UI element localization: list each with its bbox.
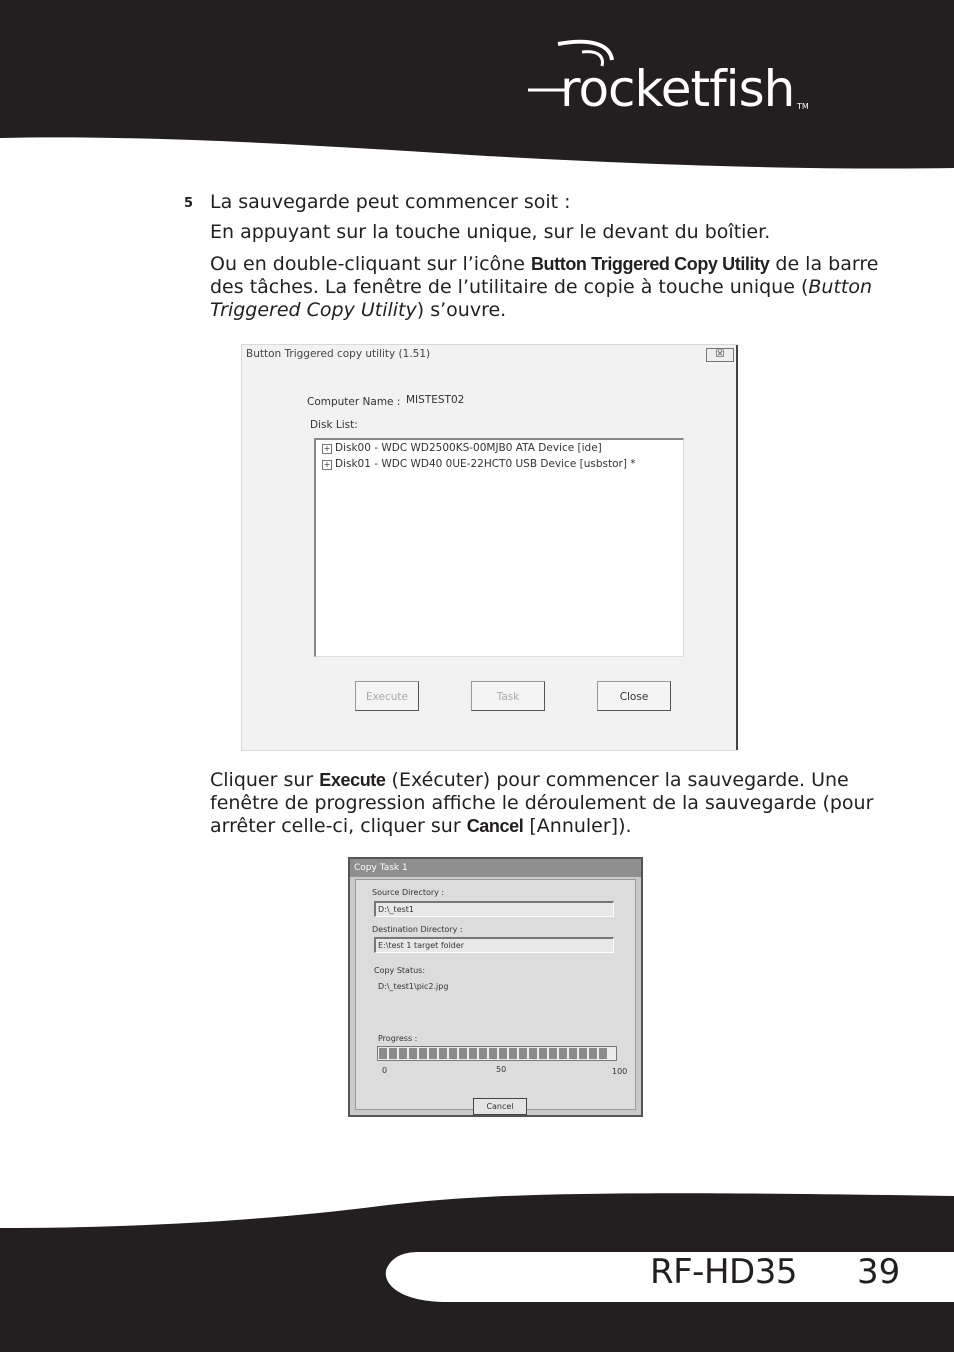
progress-segment — [459, 1048, 467, 1059]
progress-segment — [519, 1048, 527, 1059]
text-segment: de la barre des tâches. La fenêtre de l’utilitaire de copie à touche unique ( — [210, 253, 879, 298]
header-band — [0, 0, 954, 172]
text-segment: [Annuler]). — [523, 815, 632, 837]
progress-segment — [589, 1048, 597, 1059]
bold-term: Button Triggered Copy Utility — [530, 254, 770, 274]
window-title: Copy Task 1 — [350, 859, 641, 877]
step-option-icon — [210, 253, 880, 322]
progress-label: Progress : — [378, 1034, 418, 1043]
progress-segment — [599, 1048, 607, 1059]
scale-mid: 50 — [496, 1065, 507, 1074]
bold-term: Execute — [319, 770, 386, 790]
progress-segment — [449, 1048, 457, 1059]
close-button[interactable]: Close — [597, 681, 671, 711]
progress-segment — [389, 1048, 397, 1059]
disk-label: Disk00 - WDC WD2500KS-00MJB0 ATA Device [ide] — [335, 442, 602, 454]
copy-task-window-screenshot — [348, 857, 643, 1117]
destination-label: Destination Directory : — [372, 925, 463, 934]
progress-segment — [469, 1048, 477, 1059]
trademark-mark: TM — [797, 102, 809, 111]
text-segment: Ou en double-cliquant sur l’icône — [210, 253, 531, 275]
window-title: Button Triggered copy utility (1.51) — [246, 348, 431, 360]
progress-bar — [377, 1046, 617, 1061]
status-value: D:\_test1\pic2.jpg — [378, 982, 449, 991]
progress-segment — [579, 1048, 587, 1059]
step-intro: La sauvegarde peut commencer soit : — [210, 191, 571, 213]
progress-segment — [569, 1048, 577, 1059]
progress-segment — [409, 1048, 417, 1059]
text-segment: (Exécuter) pour commencer la sauvegarde. Une fenêtre de progression affiche le déroulement de la sauvegarde (pour arrêter celle-ci, cliquer sur — [210, 769, 874, 837]
progress-segment — [509, 1048, 517, 1059]
expand-icon[interactable]: + — [323, 460, 331, 469]
close-icon[interactable]: ☒ — [706, 348, 734, 362]
list-item[interactable] — [322, 442, 602, 454]
model-number: RF-HD35 — [650, 1252, 797, 1292]
status-label: Copy Status: — [374, 966, 426, 975]
progress-segment — [539, 1048, 547, 1059]
execute-paragraph — [210, 769, 880, 838]
text-segment: ) s’ouvre. — [416, 299, 507, 321]
computer-name-value: MISTEST02 — [406, 394, 465, 406]
step-number: 5 — [184, 196, 194, 211]
bold-term: Cancel — [466, 816, 524, 836]
scale-min: 0 — [382, 1066, 388, 1075]
progress-segment — [399, 1048, 407, 1059]
progress-segment — [499, 1048, 507, 1059]
utility-window-screenshot — [241, 344, 737, 751]
expand-icon[interactable]: + — [323, 444, 331, 453]
disk-list-label: Disk List: — [310, 419, 358, 431]
execute-button[interactable]: Execute — [355, 681, 419, 711]
scale-max: 100 — [612, 1067, 628, 1076]
progress-segment — [489, 1048, 497, 1059]
progress-segment — [549, 1048, 557, 1059]
window-edge — [736, 345, 738, 750]
list-item[interactable] — [322, 458, 636, 470]
progress-segment — [379, 1048, 387, 1059]
page-number: 39 — [857, 1252, 901, 1292]
progress-segment — [429, 1048, 437, 1059]
source-field: D:\_test1 — [374, 901, 614, 917]
brand-logo: rocketfish — [560, 60, 795, 118]
task-button[interactable]: Task — [471, 681, 545, 711]
destination-field: E:\test 1 target folder — [374, 937, 614, 953]
italic-term: Button Triggered Copy Utility — [210, 276, 873, 321]
progress-segment — [529, 1048, 537, 1059]
progress-segment — [419, 1048, 427, 1059]
disk-list[interactable] — [314, 438, 684, 657]
progress-segment — [559, 1048, 567, 1059]
progress-fill — [379, 1048, 615, 1059]
progress-segment — [479, 1048, 487, 1059]
step-option-button: En appuyant sur la touche unique, sur le devant du boîtier. — [210, 221, 771, 243]
disk-label: Disk01 - WDC WD40 0UE-22HCT0 USB Device [usbstor] * — [335, 458, 636, 470]
progress-segment — [439, 1048, 447, 1059]
source-label: Source Directory : — [372, 888, 445, 897]
computer-name-label: Computer Name : — [307, 396, 401, 408]
footer-band — [0, 1190, 954, 1352]
cancel-button[interactable]: Cancel — [473, 1098, 527, 1115]
text-segment: Cliquer sur — [210, 769, 320, 791]
